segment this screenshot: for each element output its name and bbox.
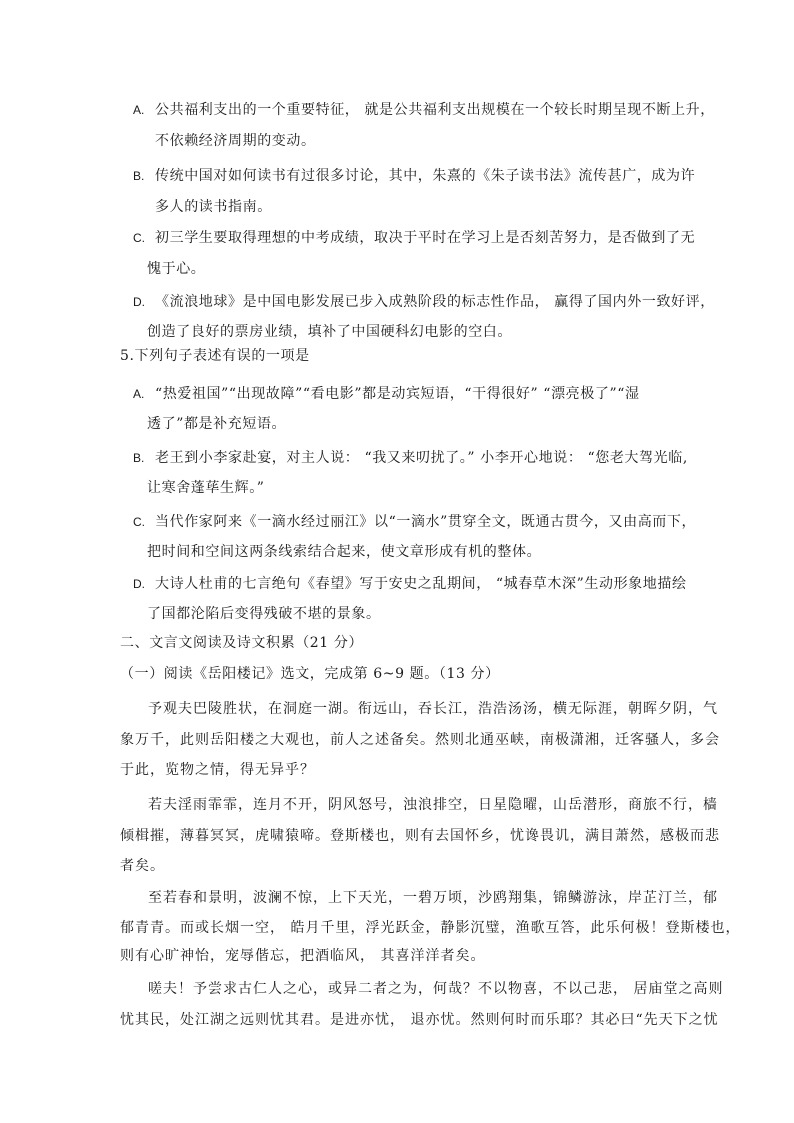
passage-line: 若夫淫雨霏霏，连月不开，阴风怒号，浊浪排空，日星隐曜，山岳潜形，商旅不行，樯 — [148, 797, 718, 813]
option-letter: C. — [133, 231, 145, 245]
passage-line: 郁青青。而或长烟一空， 皓月千里，浮光跃金，静影沉璧，渔歌互答，此乐何极！登斯楼也， — [120, 920, 741, 936]
passage-line: 象万千，此则岳阳楼之大观也，前人之述备矣。然则北通巫峡，南极潇湘，迁客骚人，多会 — [120, 732, 720, 748]
option-text-line: 传统中国对如何读书有过很多讨论，其中，朱熹的《朱子读书法》流传甚广，成为许 — [155, 168, 696, 184]
option-text-line: “热爱祖国”“出现故障”“看电影”都是动宾短语，“干得很好” “漂亮极了”“湿 — [155, 386, 640, 402]
section-sub-heading: （一）阅读《岳阳楼记》选文，完成第 6~9 题。（13 分） — [120, 666, 500, 682]
passage-line: 至若春和景明，波澜不惊，上下天光，一碧万顷，沙鸥翔集，锦鳞游泳，岸芷汀兰，郁 — [148, 890, 718, 906]
option-text-line: 创造了良好的票房业绩，填补了中国硬科幻电影的空白。 — [147, 324, 512, 340]
section-heading: 二、文言文阅读及诗文积累（21 分） — [120, 635, 364, 651]
option-text-line: 愧于心。 — [147, 261, 206, 277]
option-text-line: 让寒舍蓬荜生辉。” — [147, 480, 265, 496]
option-text-line: 老王到小李家赴宴，对主人说： “我又来叨扰了。” 小李开心地说： “您老大驾光临, — [155, 450, 688, 466]
option-text-line: 透了”都是补充短语。 — [147, 416, 287, 432]
option-text-line: 不依赖经济周期的变动。 — [155, 133, 316, 149]
option-text-line: 初三学生要取得理想的中考成绩，取决于平时在学习上是否刻苦努力，是否做到了无 — [155, 230, 696, 246]
option-letter: C. — [133, 515, 145, 529]
option-text-line: 把时间和空间这两条线索结合起来，使文章形成有机的整体。 — [147, 544, 542, 560]
option-letter: B. — [133, 451, 145, 465]
question-stem: 5.下列句子表述有误的一项是 — [120, 348, 310, 364]
option-text-line: 《流浪地球》是中国电影发展已步入成熟阶段的标志性作品， 赢得了国内外一致好评， — [155, 294, 715, 310]
passage-line: 予观夫巴陵胜状，在洞庭一湖。衔远山，吞长江，浩浩汤汤，横无际涯，朝晖夕阴，气 — [148, 701, 718, 717]
passage-line: 于此，览物之情，得无异乎？ — [120, 762, 315, 778]
option-letter: A. — [133, 387, 145, 401]
option-text-line: 多人的读书指南。 — [155, 199, 272, 215]
passage-line: 倾楫摧，薄暮冥冥，虎啸猿啼。登斯楼也，则有去国怀乡，忧谗畏讥，满目萧然，感极而悲 — [120, 828, 720, 844]
passage-line: 则有心旷神怡，宠辱偕忘，把酒临风， 其喜洋洋者矣。 — [120, 948, 486, 964]
option-text-line: 大诗人杜甫的七言绝句《春望》写于安史之乱期间， “城春草木深”生动形象地描绘 — [155, 576, 687, 592]
option-letter: D. — [133, 577, 145, 591]
option-text-line: 了国都沦陷后变得残破不堪的景象。 — [147, 606, 381, 622]
option-text-line: 公共福利支出的一个重要特征， 就是公共福利支出规模在一个较长时期呈现不断上升， — [155, 102, 715, 118]
passage-line: 忧其民，处江湖之远则忧其君。是进亦忧， 退亦忧。然则何时而乐耶？其必曰“先天下之忧 — [120, 1012, 719, 1028]
option-letter: B. — [133, 169, 145, 183]
option-letter: D. — [133, 295, 145, 309]
option-letter: A. — [133, 103, 145, 117]
passage-line: 者矣。 — [120, 858, 165, 874]
option-text-line: 当代作家阿来《一滴水经过丽江》以“一滴水”贯穿全文，既通古贯今，又由高而下， — [155, 514, 697, 530]
passage-line: 嗟夫！予尝求古仁人之心，或异二者之为，何哉？不以物喜，不以己悲， 居庙堂之高则 — [148, 981, 724, 997]
